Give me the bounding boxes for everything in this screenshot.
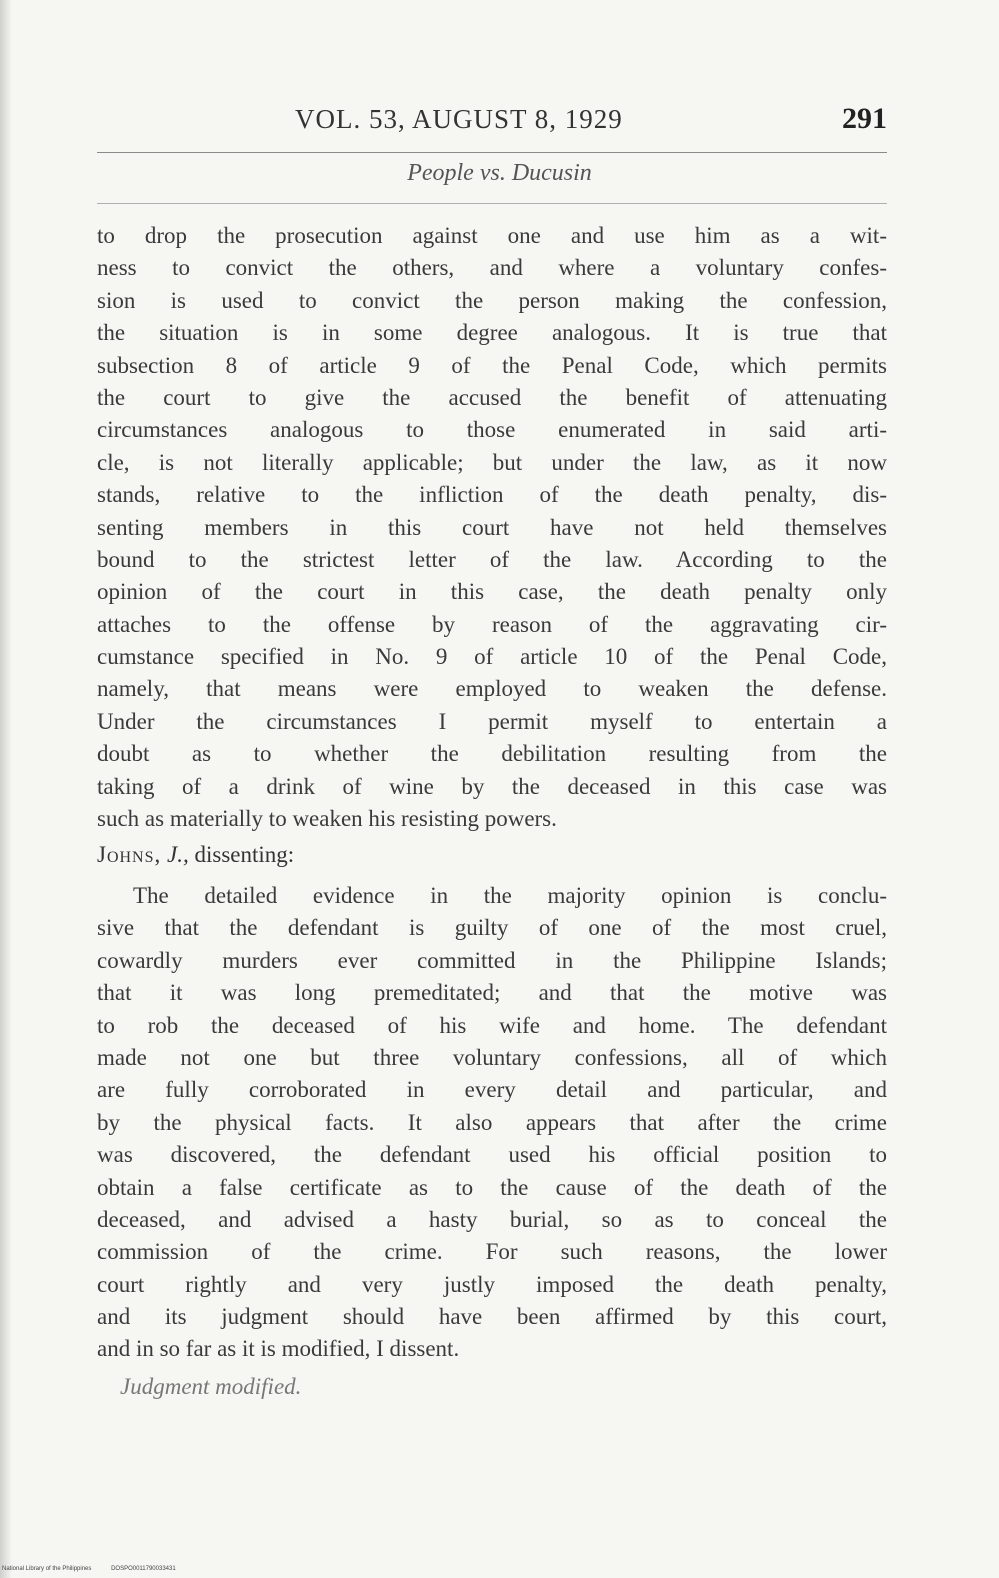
text-line: opinion of the court in this case, the death penalty only: [97, 579, 887, 605]
dissent-heading: [97, 842, 294, 868]
case-title-rule: [97, 203, 887, 204]
text-line: and in so far as it is modified, I dissent.: [97, 1336, 460, 1362]
page-number: 291: [842, 102, 887, 135]
text-line: obtain a false certificate as to the cause of the death of the: [97, 1174, 887, 1200]
text-line: to rob the deceased of his wife and home. The defendant: [97, 1012, 887, 1038]
text-line: deceased, and advised a hasty burial, so as to conceal the: [97, 1206, 887, 1232]
text-line: stands, relative to the infliction of the death penalty, dis-: [97, 482, 887, 508]
text-line: sion is used to convict the person making the confession,: [97, 287, 887, 313]
text-line: such as materially to weaken his resisting powers.: [97, 806, 557, 832]
scan-edge: [0, 0, 12, 1578]
text-line: the court to give the accused the benefit of attenuating: [97, 384, 887, 410]
text-line: circumstances analogous to those enumerated in said arti-: [97, 417, 887, 443]
dissent-label: dissenting:: [194, 842, 295, 867]
running-head: VOL. 53, AUGUST 8, 1929: [295, 104, 623, 134]
text-line: taking of a drink of wine by the deceased in this case was: [97, 773, 887, 799]
text-line: namely, that means were employed to weaken the defense.: [97, 676, 887, 702]
text-line: subsection 8 of article 9 of the Penal Code, which permits: [97, 352, 887, 378]
text-line: bound to the strictest letter of the law. According to the: [97, 546, 887, 572]
text-line: made not one but three voluntary confessions, all of which: [97, 1044, 887, 1070]
disposition: Judgment modified.: [120, 1374, 302, 1399]
text-line: by the physical facts. It also appears that after the crime: [97, 1109, 887, 1135]
text-line: commission of the crime. For such reasons, the lower: [97, 1239, 887, 1265]
text-line: attaches to the offense by reason of the aggravating cir-: [97, 611, 887, 637]
text-line: Under the circumstances I permit myself to entertain a: [97, 708, 887, 734]
text-line: cowardly murders ever committed in the Philippine Islands;: [97, 947, 887, 973]
text-line: cle, is not literally applicable; but under the law, as it now: [97, 449, 887, 475]
text-line: was discovered, the defendant used his official position to: [97, 1142, 887, 1168]
text-line: that it was long premeditated; and that the motive was: [97, 980, 887, 1006]
page-header: [97, 104, 887, 144]
text-line: the situation is in some degree analogous. It is true that: [97, 320, 887, 346]
footer-code: DOSPO0011790033431: [111, 1566, 176, 1572]
text-line: doubt as to whether the debilitation resulting from the: [97, 741, 887, 767]
text-line: court rightly and very justly imposed the death penalty,: [97, 1271, 887, 1297]
text-line: cumstance specified in No. 9 of article 10 of the Penal Code,: [97, 644, 887, 670]
opinion-continued: [97, 220, 887, 835]
text-line: The detailed evidence in the majority opinion is conclu-: [133, 883, 887, 908]
text-line: and its judgment should have been affirmed by this court,: [97, 1304, 887, 1330]
footer-library: National Library of the Philippines: [2, 1566, 92, 1572]
text-line: are fully corroborated in every detail and particular, and: [97, 1077, 887, 1103]
header-rule: [97, 152, 887, 153]
text-line: to drop the prosecution against one and use him as a wit-: [97, 223, 887, 248]
case-title: People vs. Ducusin: [407, 160, 592, 186]
text-line: ness to convict the others, and where a voluntary confes-: [97, 255, 887, 281]
dissent-body: [97, 880, 887, 1366]
text-line: senting members in this court have not held themselves: [97, 514, 887, 540]
text-line: sive that the defendant is guilty of one of the most cruel,: [97, 915, 887, 941]
judge-name: Johns,: [97, 842, 162, 867]
scan-footer: [2, 1566, 194, 1572]
judge-initial: J.,: [167, 842, 189, 867]
